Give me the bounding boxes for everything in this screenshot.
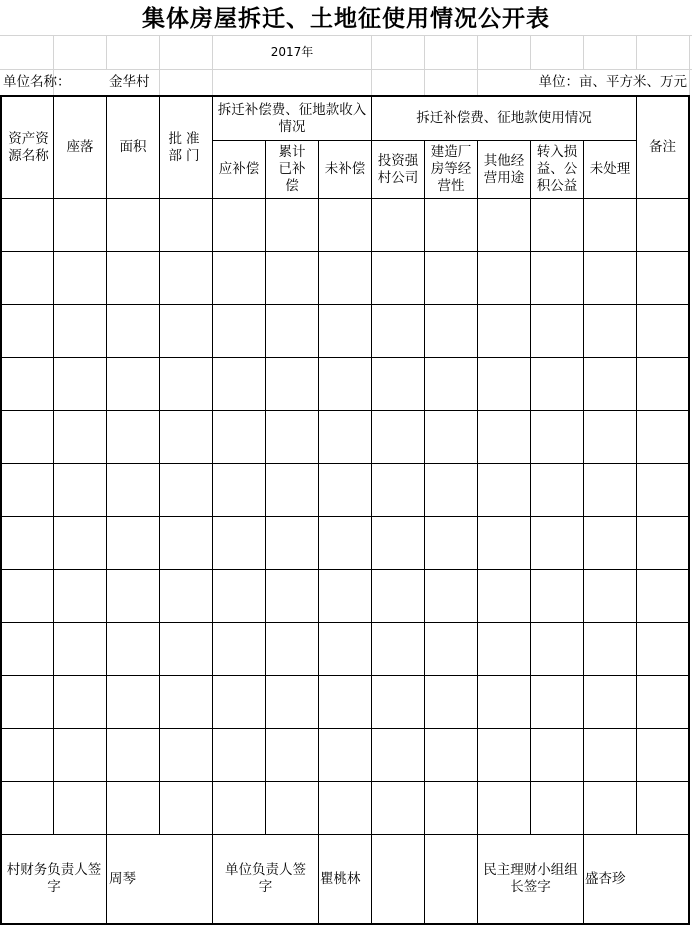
table-line bbox=[159, 95, 160, 834]
finance-head-label: 村财务负责人签字 bbox=[6, 862, 102, 895]
grid-line bbox=[424, 35, 425, 95]
table-line bbox=[583, 140, 584, 925]
table-line bbox=[0, 251, 690, 252]
team-leader-label: 民主理财小组组长签字 bbox=[483, 862, 578, 895]
grid-line bbox=[689, 35, 690, 95]
header-unprocessed: 未处理 bbox=[589, 161, 631, 177]
header-paid: 累计已补偿 bbox=[278, 144, 306, 194]
unit-name-label: 单位名称： bbox=[3, 74, 71, 90]
unit-head-label: 单位负责人签字 bbox=[225, 862, 306, 895]
grid-line bbox=[583, 35, 584, 69]
grid-line bbox=[212, 35, 213, 95]
table-line bbox=[0, 516, 690, 517]
header-invest: 投资强村公司 bbox=[377, 152, 419, 186]
grid-line bbox=[530, 35, 531, 69]
header-transfer: 转入损益、公积公益 bbox=[536, 144, 578, 194]
table-line bbox=[0, 675, 690, 676]
table-line bbox=[0, 410, 690, 411]
header-location: 座落 bbox=[66, 139, 94, 155]
table-line bbox=[265, 140, 266, 834]
page-title: 集体房屋拆迁、土地征使用情况公开表 bbox=[142, 6, 550, 32]
table-line bbox=[0, 781, 690, 782]
header-area: 面积 bbox=[119, 139, 147, 155]
table-line bbox=[0, 95, 2, 925]
grid-line bbox=[0, 35, 692, 36]
table-line bbox=[53, 95, 54, 834]
table-line bbox=[636, 95, 637, 834]
header-build: 建造厂房等经营性 bbox=[430, 144, 472, 194]
year-label: 2017年 bbox=[270, 45, 314, 59]
header-income-group: 拆迁补偿费、征地款收入情况 bbox=[217, 101, 367, 135]
header-due: 应补偿 bbox=[218, 161, 260, 177]
header-asset-name: 资产资源名称 bbox=[8, 130, 49, 164]
table-line bbox=[318, 140, 319, 925]
grid-line bbox=[106, 35, 107, 69]
table-line bbox=[106, 95, 107, 925]
table-line bbox=[0, 728, 690, 729]
unit-name-value: 金华村 bbox=[109, 74, 150, 90]
units-label: 单位：亩、平方米、万元 bbox=[538, 74, 687, 90]
team-leader-name: 盛杏珍 bbox=[585, 870, 626, 887]
grid-line bbox=[371, 35, 372, 95]
table-line bbox=[0, 304, 690, 305]
table-line bbox=[424, 140, 425, 925]
header-remarks: 备注 bbox=[649, 139, 676, 155]
table-line bbox=[0, 357, 690, 358]
table-line bbox=[0, 463, 690, 464]
table-line bbox=[371, 95, 372, 925]
table-line bbox=[0, 569, 690, 570]
table-line bbox=[530, 140, 531, 834]
table-line bbox=[477, 140, 478, 925]
table-line bbox=[688, 95, 690, 925]
table-line bbox=[0, 923, 690, 925]
table-line bbox=[212, 95, 213, 925]
unit-head-name: 瞿桃林 bbox=[320, 870, 361, 887]
grid-line bbox=[636, 35, 637, 69]
table-line bbox=[0, 198, 690, 199]
header-other-use: 其他经营用途 bbox=[483, 152, 525, 186]
header-unpaid: 未补偿 bbox=[324, 161, 366, 177]
finance-head-name: 周琴 bbox=[109, 870, 136, 887]
header-approver: 批准部门 bbox=[168, 130, 204, 164]
table-line bbox=[0, 622, 690, 623]
header-usage-group: 拆迁补偿费、征地款使用情况 bbox=[416, 110, 592, 126]
